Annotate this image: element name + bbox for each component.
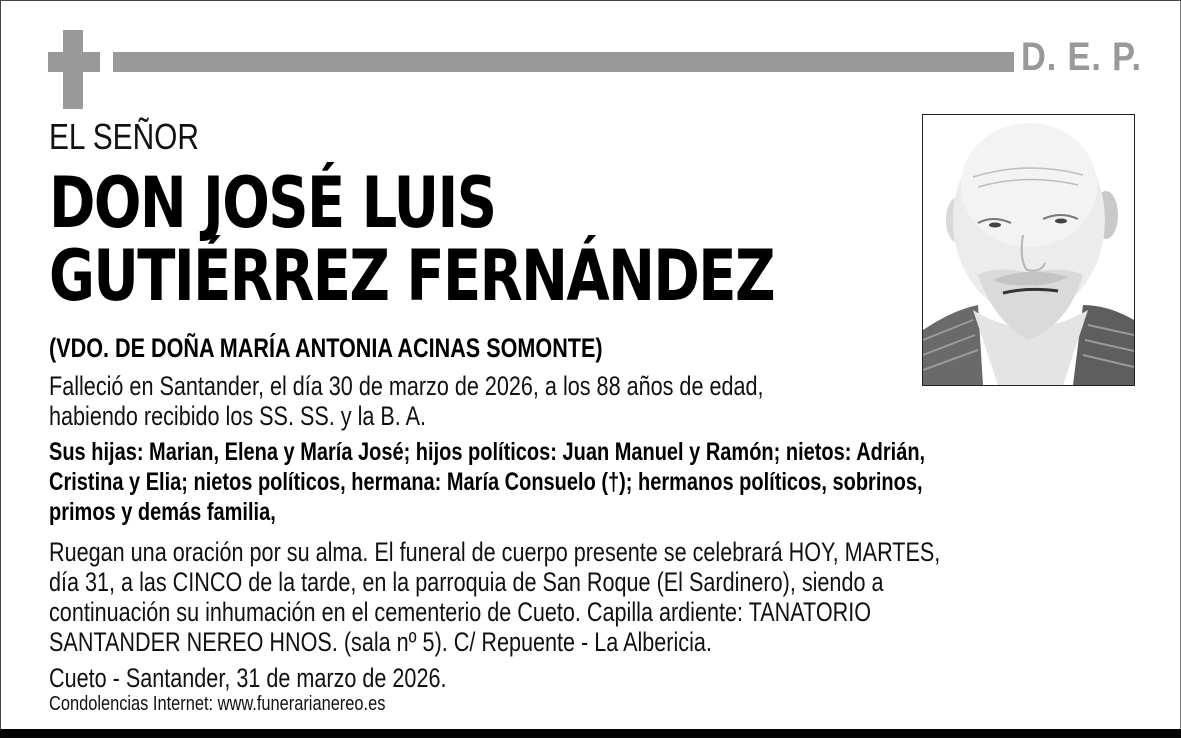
title-prefix: EL SEÑOR [49,116,200,157]
header-rule [113,52,1014,72]
death-info-line: Falleció en Santander, el día 30 de marzo de 2026, a los 88 años de edad, [49,371,764,401]
funeral-info-line: continuación su inhumación en el cementerio de Cueto. Capilla ardiente: TANATORIO [49,597,872,627]
bottom-border [0,729,1181,738]
funeral-info-line: día 31, a las CINCO de la tarde, en la parroquia de San Roque (El Sardinero), siendo a [49,567,884,597]
family-line: Sus hijas: Marian, Elena y María José; hijos políticos: Juan Manuel y Ramón; nietos: Adrián, [49,438,926,466]
dep-label: D. E. P. [1021,35,1142,79]
family-line: Cristina y Elia; nietos políticos, hermana: María Consuelo (†); hermanos políticos, sobrinos, [49,468,923,496]
death-info-line: habiendo recibido los SS. SS. y la B. A. [49,401,427,431]
deceased-name-line1: DON JOSÉ LUIS [49,162,496,244]
funeral-info-line: Ruegan una oración por su alma. El funeral de cuerpo presente se celebrará HOY, MARTES, [49,537,941,567]
condolences-link[interactable]: Condolencias Internet: www.funerarianereo.es [49,693,386,715]
deceased-name-line2: GUTIÉRREZ FERNÁNDEZ [49,235,774,317]
widow-of: (VDO. DE DOÑA MARÍA ANTONIA ACINAS SOMONTE) [49,333,603,363]
portrait-image [923,115,1134,385]
family-line: primos y demás familia, [49,498,276,526]
place-date: Cueto - Santander, 31 de marzo de 2026. [49,663,447,693]
deceased-photo [922,114,1135,386]
funeral-info-line: SANTANDER NEREO HNOS. (sala nº 5). C/ Repuente - La Albericia. [49,627,712,657]
cross-icon-arm [48,52,100,72]
